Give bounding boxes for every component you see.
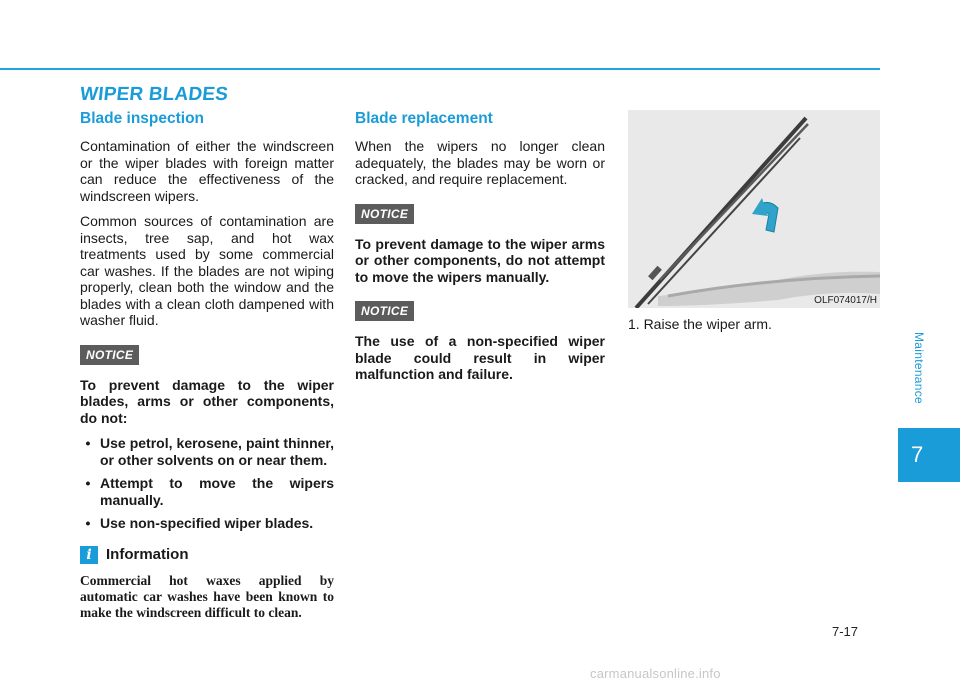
step-1-text: 1. Raise the wiper arm. xyxy=(628,316,772,332)
list-item: • Attempt to move the wipers manually. xyxy=(85,475,334,508)
watermark: carmanualsonline.info xyxy=(590,666,721,681)
inspection-paragraph-2: Common sources of contamination are insects, tree sap, and hot wax treatments used by some commercial car washes. If the blades are not wiping properly, clean both the window and the blades with a clean cloth dampened with washer fluid. xyxy=(80,213,334,328)
page-number: 7-17 xyxy=(832,624,859,639)
chapter-tab: 7 xyxy=(898,428,960,482)
wiper-illustration-drawing xyxy=(628,110,880,308)
information-title: Information xyxy=(106,546,189,563)
notice-text-1: To prevent damage to the wiper arms or other components, do not attempt to move the wipers manually. xyxy=(355,235,605,285)
notice-badge: NOTICE xyxy=(355,301,414,321)
information-text: Commercial hot waxes applied by automatic car washes have been known to make the windscreen difficult to clean. xyxy=(80,572,334,620)
column-blade-inspection xyxy=(80,110,334,621)
column-figure xyxy=(628,110,880,342)
section-title: WIPER BLADES xyxy=(78,84,230,105)
list-item: • Use petrol, kerosene, paint thinner, or other solvents on or near them. xyxy=(85,435,334,468)
header-rule xyxy=(0,68,880,70)
wiper-arm-illustration xyxy=(628,110,880,308)
column-blade-replacement xyxy=(355,110,605,392)
replacement-paragraph: When the wipers no longer clean adequately, the blades may be worn or cracked, and require replacement. xyxy=(355,138,605,187)
figure-code: OLF074017/H xyxy=(814,295,877,306)
chapter-side-label: Maintenance xyxy=(912,332,926,405)
blade-inspection-heading: Blade inspection xyxy=(80,110,205,127)
notice-bullet-list xyxy=(80,435,334,532)
list-item: • Use non-specified wiper blades. xyxy=(85,515,314,531)
inspection-paragraph-1: Contamination of either the windscreen or the wiper blades with foreign matter can reduce the effectiveness of the windscreen wipers. xyxy=(80,138,334,204)
notice-badge: NOTICE xyxy=(355,204,414,224)
notice-intro-text: To prevent damage to the wiper blades, arms or other components, do not: xyxy=(80,376,334,426)
blade-replacement-heading: Blade replacement xyxy=(355,110,493,127)
notice-badge: NOTICE xyxy=(80,345,139,365)
notice-text-2: The use of a non-specified wiper blade could result in wiper malfunction and failure. xyxy=(355,333,605,382)
information-header xyxy=(80,546,334,564)
information-icon: i xyxy=(80,546,98,564)
